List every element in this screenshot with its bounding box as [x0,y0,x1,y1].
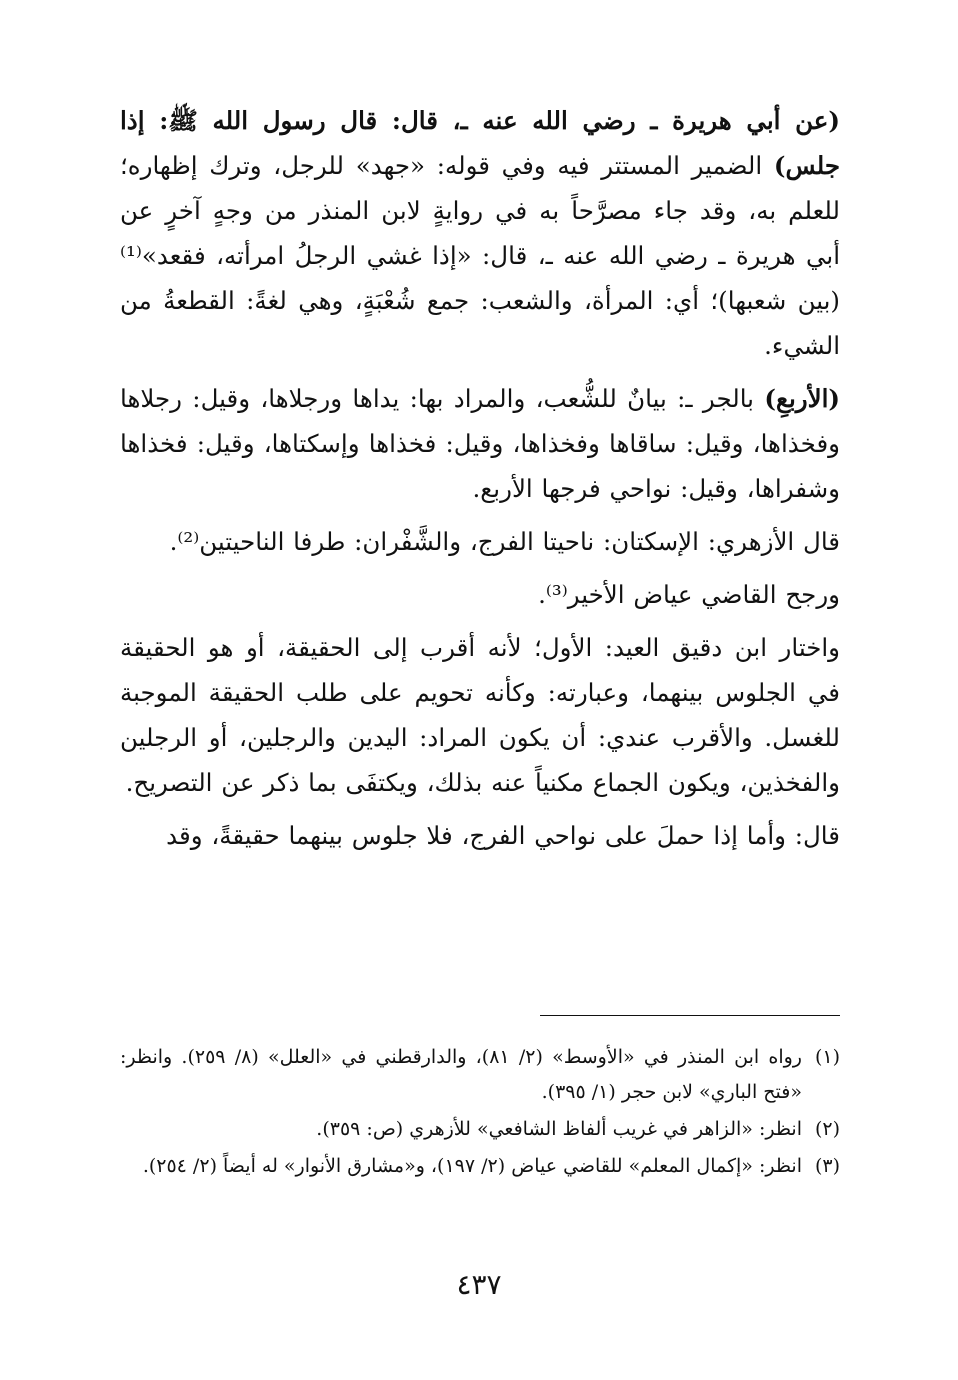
footnote [120,1040,840,1110]
footnote-number: (١) [814,1046,840,1068]
paragraph-text: قال: وأما إذا حملَ على نواحي الفرج، فلا جلوس بينهما حقيقةً، وقد [166,821,840,850]
footnote-number: (٣) [814,1155,840,1177]
paragraph-text: قال الأزهري: الإسكتان: ناحيتا الفرج، والشَّفْران: طرفا الناحيتين⁽²⁾. [169,527,840,556]
footnote-number: (٢) [814,1118,840,1140]
footnote-separator [540,1015,840,1016]
paragraph-text: بالجر ـ: بيانٌ للشُّعب، والمراد بها: يداها ورجلاها، وقيل: رجلاها وفخذاها، وقيل: ساقاها وفخذاها، وقيل: فخذاها وإسكتاها، وقيل: فخذاها وشفراها، وقيل: نواحي فرجها الأربع. [120,384,840,503]
paragraph-text: واختار ابن دقيق العيد: الأول؛ لأنه أقرب إلى الحقيقة، أو هو الحقيقة في الجلوس بينهما، وعبارته: وكأنه تحويم على طلب الحقيقة الموجبة للغسل. والأقرب عندي: أن يكون المراد: اليدين والرجلين، أو الرجلين والفخذين، ويكون الجماع مكنياً عنه بذلك، ويكتفَى بما ذكر عن التصريح. [120,633,840,797]
paragraph-6 [120,813,840,858]
footnote [120,1112,840,1147]
paragraph-lead: (عن أبي هريرة ـ رضي الله عنه ـ، قال: قال رسول الله ﷺ: إذا جلس) [120,106,840,180]
paragraph-2 [120,376,840,511]
paragraph-text: الضمير المستتر فيه وفي قوله: «جهد» للرجل، وترك إظهاره؛ للعلم به، وقد جاء مصرَّحاً به في روايةٍ لابن المنذر من وجهٍ آخرٍ عن أبي هريرة ـ رضي الله عنه ـ، قال: «إذا غشي الرجلُ امرأته، فقعد»⁽¹⁾ (بين شعبها)؛ أي: المرأة، والشعب: جمع شُعْبَةٍ، وهي لغةً: القطعةُ من الشيء. [120,151,840,360]
footnote-text: رواه ابن المنذر في «الأوسط» (٢/ ٨١)، والدارقطني في «العلل» (٨/ ٢٥٩). وانظر: «فتح الباري» لابن حجر (١/ ٣٩٥). [120,1046,802,1103]
paragraph-1 [120,98,840,368]
footnote [120,1149,840,1184]
footnotes [120,1040,840,1186]
paragraph-lead: (الأربعِ) [764,384,841,413]
paragraph-text: ورجح القاضي عياض الأخير⁽³⁾. [538,580,840,609]
paragraph-4 [120,572,840,617]
footnote-text: انظر: «الزاهر في غريب ألفاظ الشافعي» للأزهري (ص: ٣٥٩). [316,1118,802,1140]
page-number: ٤٣٧ [456,1268,502,1301]
paragraph-5 [120,625,840,805]
main-text [120,98,840,866]
paragraph-3 [120,519,840,564]
footnote-text: انظر: «إكمال المعلم» للقاضي عياض (٢/ ١٩٧)، و«مشارق الأنوار» له أيضاً (٢/ ٢٥٤). [142,1155,802,1177]
